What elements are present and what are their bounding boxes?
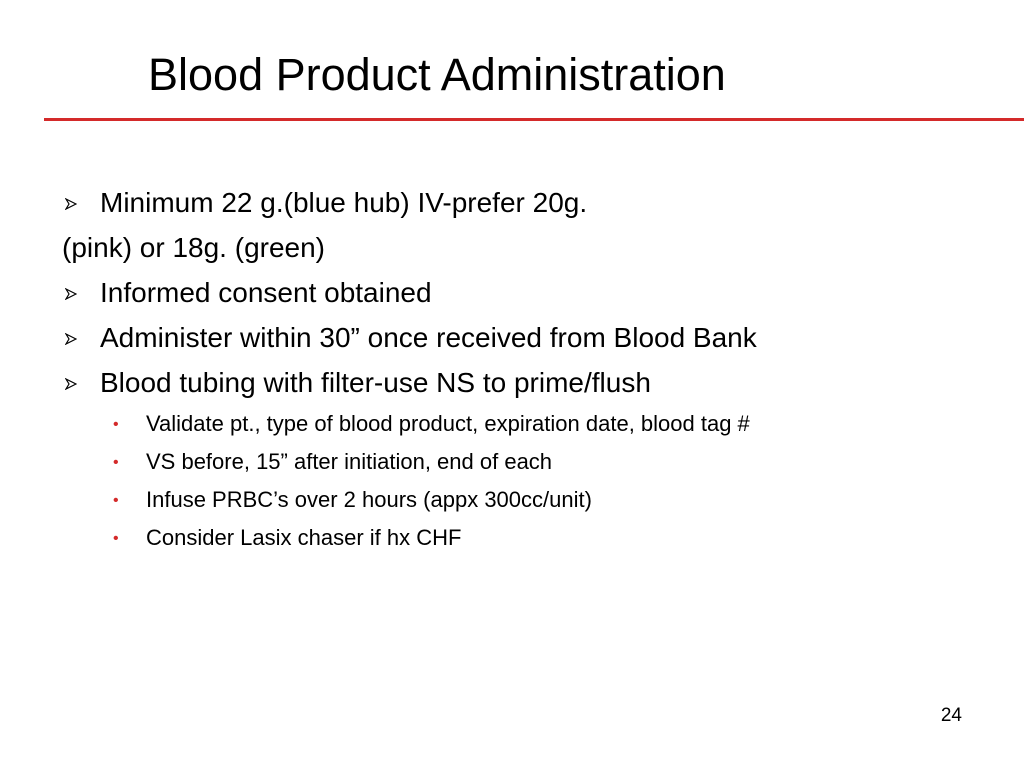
bullet-item [62, 360, 1002, 405]
sub-bullet-item [62, 481, 1002, 519]
arrow-icon [62, 360, 82, 405]
sub-bullet-text: Consider Lasix chaser if hx CHF [146, 525, 462, 550]
bullet-dot-icon: • [113, 416, 119, 433]
sub-bullet-item [62, 405, 1002, 443]
bullet-item [62, 180, 1002, 225]
bullet-item [62, 315, 1002, 360]
bullet-text: Informed consent obtained [100, 277, 432, 308]
bullet-text: Administer within 30” once received from Blood Bank [100, 322, 757, 353]
sub-bullet-text: Infuse PRBC’s over 2 hours (appx 300cc/unit) [146, 487, 592, 512]
bullet-dot-icon: • [113, 454, 119, 471]
slide-title: Blood Product Administration [148, 49, 726, 100]
arrow-icon [62, 270, 82, 315]
sub-bullet-item [62, 519, 1002, 557]
arrow-icon [62, 315, 82, 360]
bullet-continuation [62, 225, 1002, 270]
bullet-dot-icon: • [113, 492, 119, 509]
bullet-text: Minimum 22 g.(blue hub) IV-prefer 20g. [100, 187, 588, 218]
bullet-item [62, 270, 1002, 315]
sub-bullet-text: Validate pt., type of blood product, expiration date, blood tag # [146, 411, 750, 436]
bullet-text: Blood tubing with filter-use NS to prime/flush [100, 367, 651, 398]
bullet-text: (pink) or 18g. (green) [62, 232, 326, 263]
bullet-list [62, 180, 1002, 557]
page-number: 24 [940, 705, 962, 726]
bullet-dot-icon: • [113, 530, 119, 547]
sub-bullet-item [62, 443, 1002, 481]
title-divider [44, 118, 1024, 121]
arrow-icon [62, 180, 82, 225]
sub-bullet-text: VS before, 15” after initiation, end of each [146, 449, 553, 474]
